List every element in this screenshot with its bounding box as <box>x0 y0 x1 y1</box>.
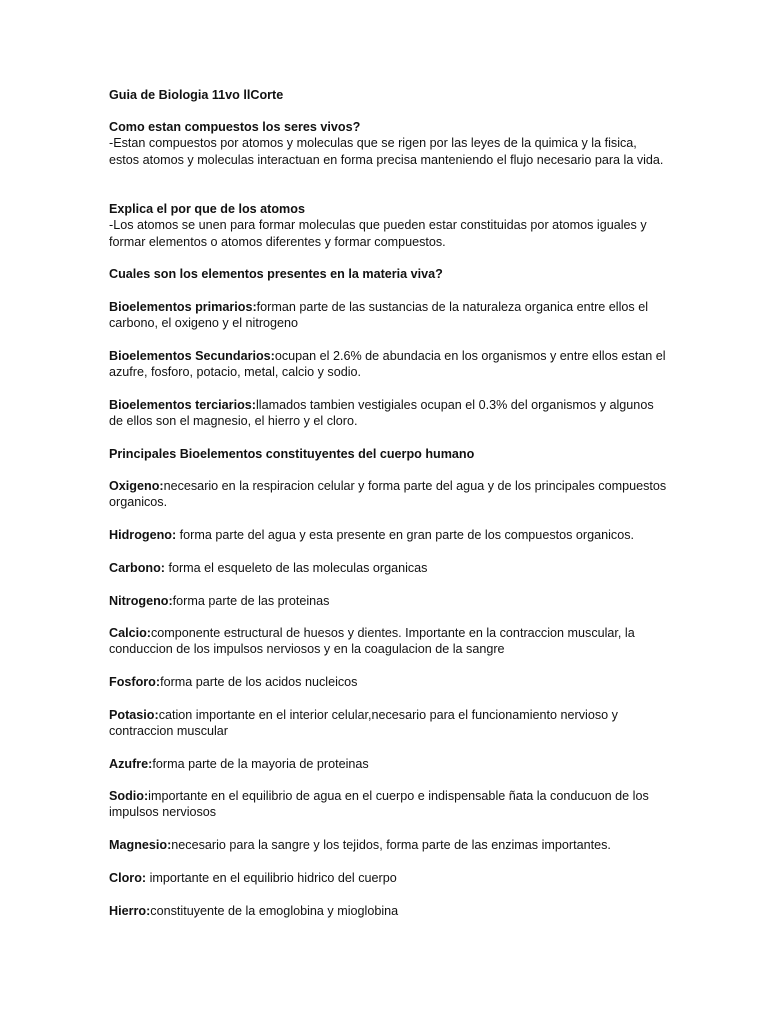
element-term: Magnesio: <box>109 838 172 852</box>
bioelement-description: llamados tambien vestigiales ocupan el 0.3% del organismos y algunos de ellos son el magnesio, el hierro y el cloro. <box>109 398 654 429</box>
element-paragraph <box>109 837 669 853</box>
element-paragraph <box>109 788 669 821</box>
element-term: Fosforo: <box>109 675 161 689</box>
element-term: Nitrogeno: <box>109 594 173 608</box>
element-description: importante en el equilibrio de agua en el cuerpo e indispensable ñata la conducuon de los impulsos nerviosos <box>109 789 649 820</box>
element-paragraph <box>109 870 669 886</box>
question-heading: Explica el por que de los atomos <box>109 202 305 216</box>
element-paragraph <box>109 527 669 543</box>
element-term: Oxigeno: <box>109 479 164 493</box>
element-description: forma parte del agua y esta presente en gran parte de los compuestos organicos. <box>176 528 635 542</box>
element-paragraph <box>109 593 669 609</box>
element-term: Hidrogeno: <box>109 528 177 542</box>
section-heading: Principales Bioelementos constituyentes del cuerpo humano <box>109 447 475 461</box>
element-paragraph <box>109 560 669 576</box>
element-term: Hierro: <box>109 904 151 918</box>
bioelement-paragraph <box>109 299 669 332</box>
element-description: forma parte de las proteinas <box>172 594 330 608</box>
question-block-2 <box>109 201 669 250</box>
element-paragraph <box>109 707 669 740</box>
element-term: Carbono: <box>109 561 165 575</box>
element-description: componente estructural de huesos y dientes. Importante en la contraccion muscular, la conduccion de los impulsos nerviosos y en la coagulacion de la sangre <box>109 626 635 657</box>
bioelement-paragraph <box>109 397 669 430</box>
element-paragraph <box>109 903 669 919</box>
element-description: forma parte de la mayoria de proteinas <box>152 757 369 771</box>
element-paragraph <box>109 625 669 658</box>
element-description: importante en el equilibrio hidrico del cuerpo <box>146 871 397 885</box>
element-description: cation importante en el interior celular,necesario para el funcionamiento nervioso y contraccion muscular <box>109 708 618 739</box>
element-description: forma parte de los acidos nucleicos <box>160 675 358 689</box>
question-heading: Como estan compuestos los seres vivos? <box>109 120 361 134</box>
question-block-1 <box>109 119 669 168</box>
element-term: Potasio: <box>109 708 159 722</box>
question-heading: Cuales son los elementos presentes en la materia viva? <box>109 267 443 281</box>
element-term: Cloro: <box>109 871 147 885</box>
element-term: Calcio: <box>109 626 151 640</box>
bioelement-term: Bioelementos Secundarios: <box>109 349 275 363</box>
element-description: forma el esqueleto de las moleculas organicas <box>164 561 428 575</box>
bioelement-description: ocupan el 2.6% de abundacia en los organismos y entre ellos estan el azufre, fosforo, potacio, metal, calcio y sodio. <box>109 349 666 380</box>
answer-text: -Estan compuestos por atomos y moleculas que se rigen por las leyes de la quimica y la fisica, estos atomos y moleculas interactuan en forma precisa manteniendo el flujo necesario para la vida. <box>109 136 664 167</box>
element-paragraph <box>109 478 669 511</box>
element-term: Sodio: <box>109 789 149 803</box>
bioelement-paragraph <box>109 348 669 381</box>
element-description: constituyente de la emoglobina y mioglobina <box>150 904 399 918</box>
element-term: Azufre: <box>109 757 153 771</box>
document-title: Guia de Biologia 11vo llCorte <box>109 88 284 102</box>
element-paragraph <box>109 756 669 772</box>
bioelement-term: Bioelementos terciarios: <box>109 398 256 412</box>
bioelement-description: forman parte de las sustancias de la naturaleza organica entre ellos el carbono, el oxigeno y el nitrogeno <box>109 300 649 331</box>
element-description: necesario para la sangre y los tejidos, forma parte de las enzimas importantes. <box>171 838 611 852</box>
bioelement-term: Bioelementos primarios: <box>109 300 257 314</box>
element-paragraph <box>109 674 669 690</box>
element-description: necesario en la respiracion celular y forma parte del agua y de los principales compuestos organicos. <box>109 479 667 510</box>
answer-text: -Los atomos se unen para formar moleculas que pueden estar constituidas por atomos iguales y formar elementos o atomos diferentes y formar compuestos. <box>109 218 647 249</box>
